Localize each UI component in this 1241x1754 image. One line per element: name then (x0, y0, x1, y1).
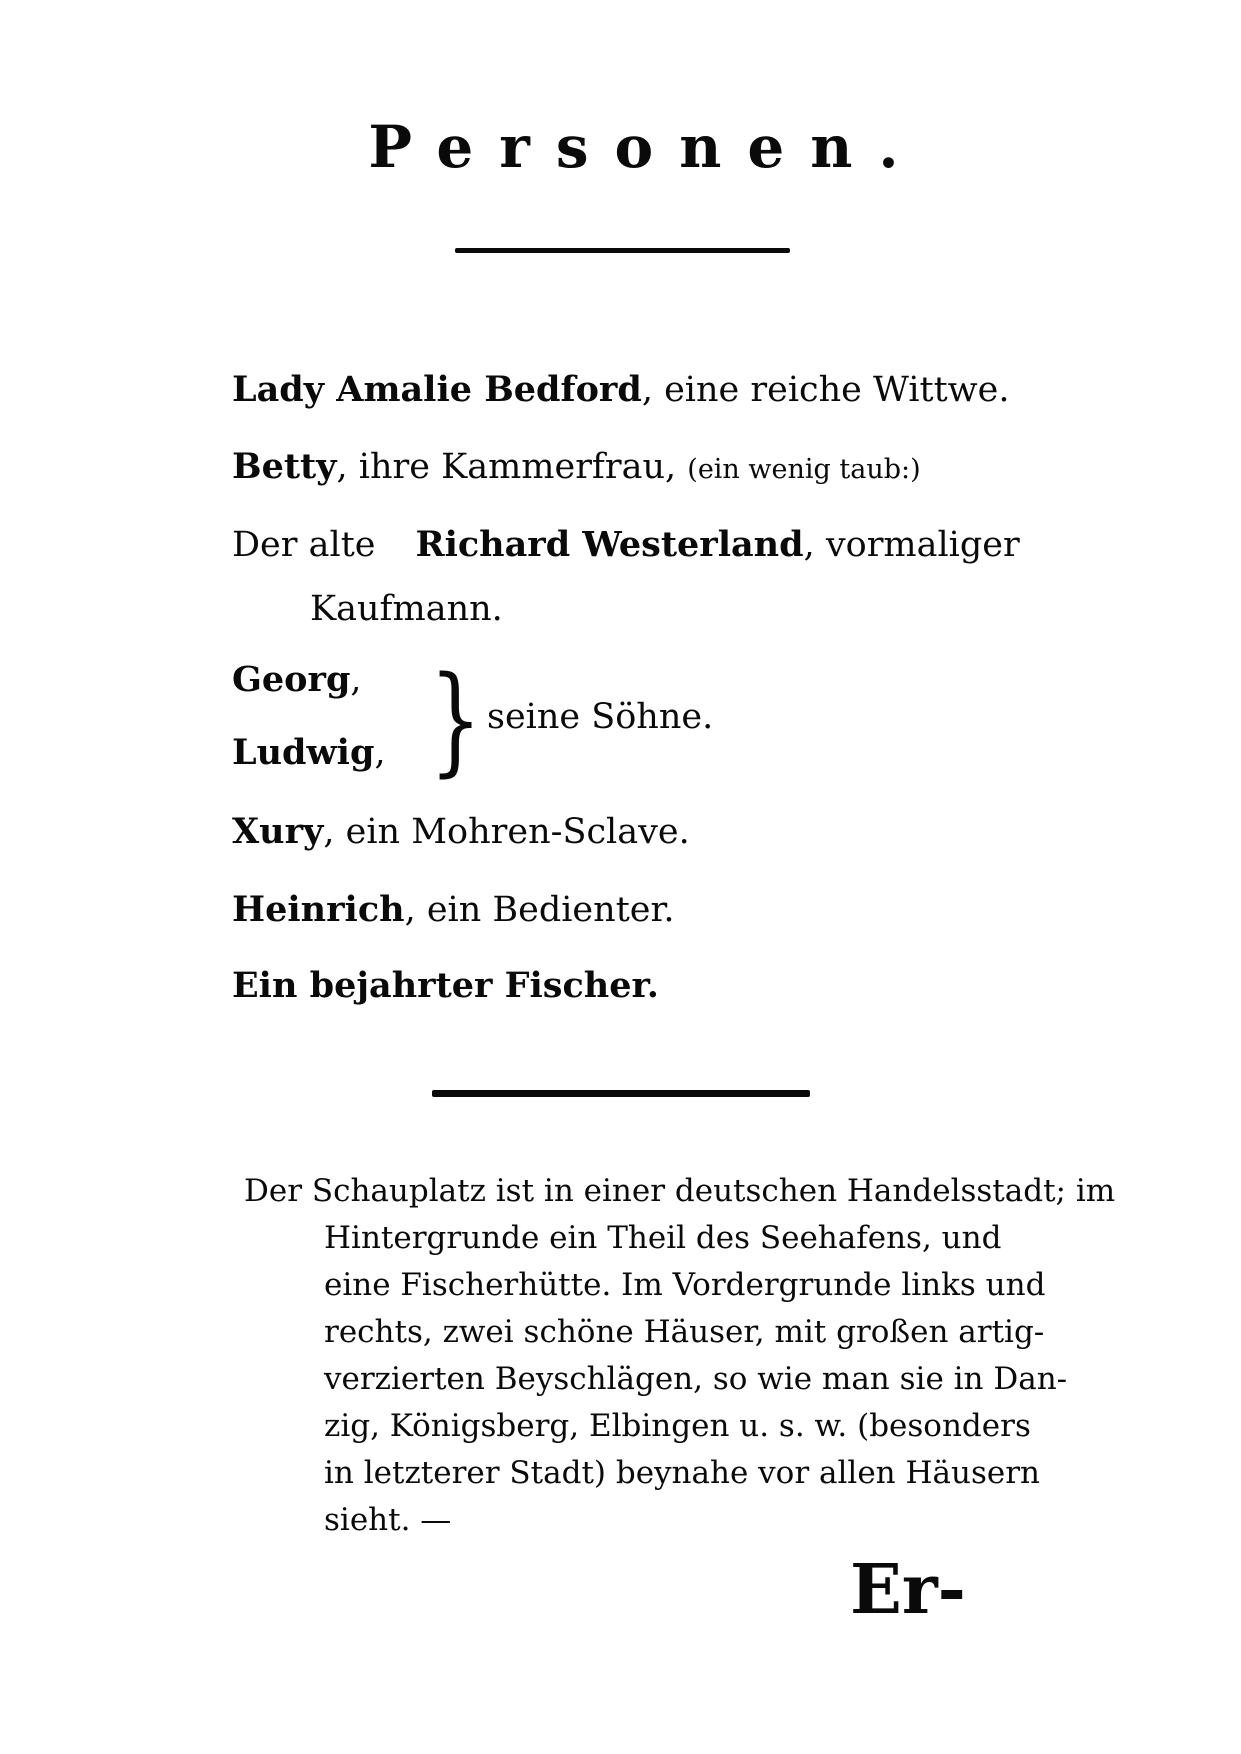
role-lady-amalie (232, 370, 1009, 410)
role-description: , ein Mohren-Sclave. (323, 812, 690, 852)
scene-line: Der Schauplatz ist in einer deutschen Handelsstadt; im (244, 1173, 1116, 1209)
role-name: Heinrich (232, 889, 405, 930)
page-title: Personen. (368, 113, 925, 181)
scene-line: verzierten Beyschlägen, so wie man sie in Dan- (324, 1361, 1068, 1397)
role-note: (ein wenig taub:) (687, 454, 921, 485)
role-separator: , (350, 660, 362, 700)
role-name: Xury (232, 811, 324, 852)
role-description: , ihre Kammerfrau, (336, 447, 677, 487)
role-name: Ludwig (232, 732, 375, 773)
role-description: , ein Bedienter. (404, 890, 675, 930)
scene-line: sieht. — (324, 1502, 452, 1538)
role-name: Georg (232, 659, 351, 700)
scene-line: rechts, zwei schöne Häuser, mit großen artig- (324, 1314, 1045, 1350)
scene-line: Hintergrunde ein Theil des Seehafens, und (324, 1220, 1002, 1256)
role-description-continued: Kaufmann. (310, 589, 503, 629)
role-name: Richard Westerland (415, 524, 804, 565)
role-xury (232, 812, 690, 852)
scene-description (244, 1168, 1116, 1544)
catchword: Er- (850, 1550, 966, 1630)
role-fischer (232, 966, 659, 1006)
role-richard-continuation (310, 589, 503, 629)
role-description: , vormaliger (803, 525, 1020, 565)
role-richard (232, 525, 1020, 565)
role-group-description (487, 697, 713, 737)
role-georg (232, 660, 362, 700)
role-betty (232, 447, 921, 487)
role-prefix: Der alte (232, 525, 376, 565)
scene-line: in letzterer Stadt) beynahe vor allen Häusern (324, 1455, 1041, 1491)
role-name: Betty (232, 446, 337, 487)
role-separator: , (374, 733, 386, 773)
top-divider (455, 248, 790, 253)
role-name: Lady Amalie Bedford (232, 369, 642, 410)
role-ludwig (232, 733, 386, 773)
grouping-brace: } (429, 650, 482, 788)
role-name: Ein bejahrter Fischer. (232, 965, 659, 1006)
middle-divider (432, 1090, 810, 1097)
scene-line: eine Fischerhütte. Im Vordergrunde links und (324, 1267, 1046, 1303)
role-description: , eine reiche Wittwe. (641, 370, 1010, 410)
role-description: seine Söhne. (487, 697, 714, 737)
scene-line: zig, Königsberg, Elbingen u. s. w. (besonders (324, 1408, 1031, 1444)
role-heinrich (232, 890, 674, 930)
